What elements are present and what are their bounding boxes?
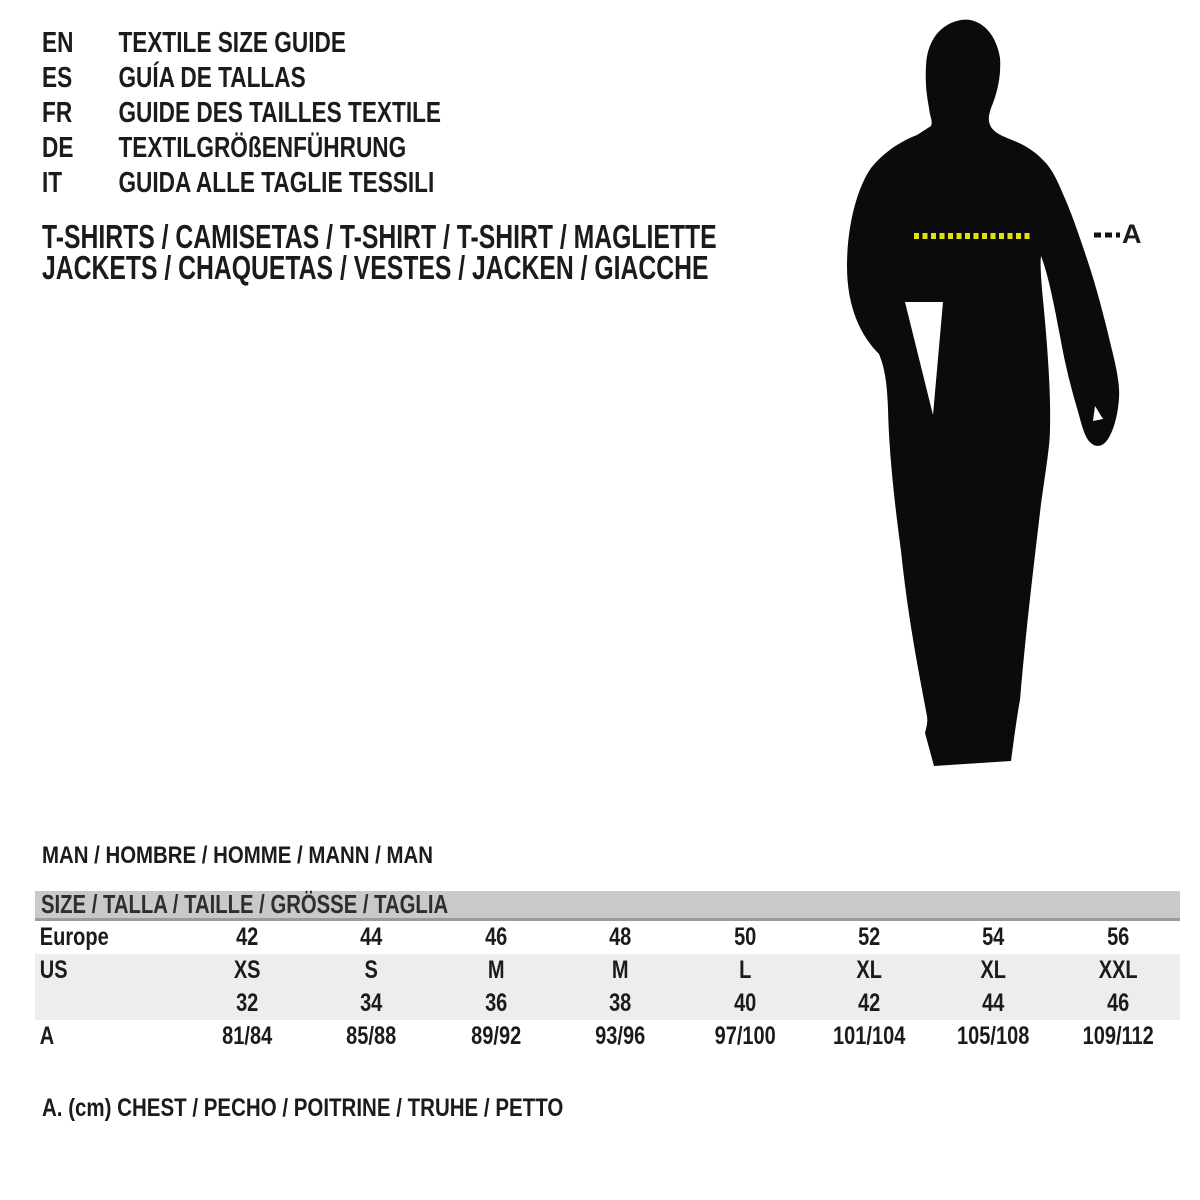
table-cell: 89/92: [470, 1022, 521, 1050]
table-cell: 52: [857, 923, 881, 951]
table-cell: 85/88: [346, 1022, 397, 1050]
table-cell: 97/100: [714, 1022, 776, 1050]
language-title: GUÍA DE TALLAS: [118, 62, 306, 94]
table-header-bar: [35, 891, 1180, 921]
table-cell: 46: [1106, 989, 1129, 1017]
table-cell: 42: [857, 989, 881, 1017]
table-row-us: [35, 954, 1180, 987]
language-code: DE: [42, 132, 74, 164]
table-cell: XS: [233, 956, 261, 984]
language-code: FR: [42, 97, 73, 129]
table-cell: 56: [1106, 923, 1129, 951]
language-row: [42, 166, 441, 201]
language-code: EN: [42, 27, 74, 59]
table-cell: M: [487, 956, 505, 984]
table-row-chest: [35, 1020, 1180, 1053]
table-cell: 40: [733, 989, 756, 1017]
language-list: [42, 26, 441, 201]
table-cell: 50: [733, 923, 756, 951]
table-cell: M: [611, 956, 629, 984]
row-label: A: [39, 1022, 55, 1050]
table-cell: 38: [609, 989, 632, 1017]
measurement-label-a: A: [1122, 219, 1142, 249]
row-label: Europe: [39, 923, 109, 951]
language-title: GUIDA ALLE TAGLIE TESSILI: [118, 167, 435, 199]
table-cell: 34: [360, 989, 383, 1017]
language-title: TEXTILGRÖßENFÜHRUNG: [118, 132, 407, 164]
language-row: [42, 26, 441, 61]
table-cell: XL: [980, 956, 1007, 984]
table-cell: 44: [982, 989, 1005, 1017]
section-title-man: MAN / HOMBRE / HOMME / MANN / MAN: [42, 842, 433, 869]
man-silhouette-figure: [843, 16, 1133, 772]
table-cell: 48: [609, 923, 632, 951]
category-jackets: JACKETS / CHAQUETAS / VESTES / JACKEN / GIACCHE: [42, 249, 709, 286]
table-header-label: SIZE / TALLA / TAILLE / GRÖSSE / TAGLIA: [41, 889, 449, 919]
language-title: GUIDE DES TAILLES TEXTILE: [118, 97, 442, 129]
table-cell: L: [738, 956, 751, 984]
category-tshirts: T-SHIRTS / CAMISETAS / T-SHIRT / T-SHIRT / MAGLIETTE: [42, 218, 717, 255]
table-cell: 54: [982, 923, 1005, 951]
table-cell: S: [364, 956, 379, 984]
table-row-numeric: [35, 987, 1180, 1020]
man-silhouette: [847, 20, 1119, 766]
table-cell: 46: [484, 923, 508, 951]
table-cell: 109/112: [1082, 1022, 1154, 1050]
table-cell: 32: [236, 989, 259, 1017]
language-title: TEXTILE SIZE GUIDE: [118, 27, 346, 59]
language-row: [42, 61, 441, 96]
row-label: [35, 987, 155, 1020]
language-row: [42, 131, 441, 166]
table-cell: 81/84: [222, 1022, 273, 1050]
table-cell: 42: [236, 923, 259, 951]
table-cell: 93/96: [595, 1022, 646, 1050]
table-cell: 105/108: [957, 1022, 1030, 1050]
language-code: ES: [42, 62, 73, 94]
table-cell: XXL: [1098, 956, 1138, 984]
row-label: US: [39, 956, 68, 984]
table-cell: 44: [360, 923, 383, 951]
measurement-footnote: A. (cm) CHEST / PECHO / POITRINE / TRUHE / PETTO: [42, 1094, 564, 1122]
category-list: [42, 218, 717, 286]
language-code: IT: [42, 167, 63, 199]
table-row-europe: [35, 921, 1180, 954]
table-cell: 36: [484, 989, 508, 1017]
table-cell: XL: [856, 956, 882, 984]
table-cell: 101/104: [832, 1022, 906, 1050]
language-row: [42, 96, 441, 131]
size-table: [35, 891, 1180, 1053]
